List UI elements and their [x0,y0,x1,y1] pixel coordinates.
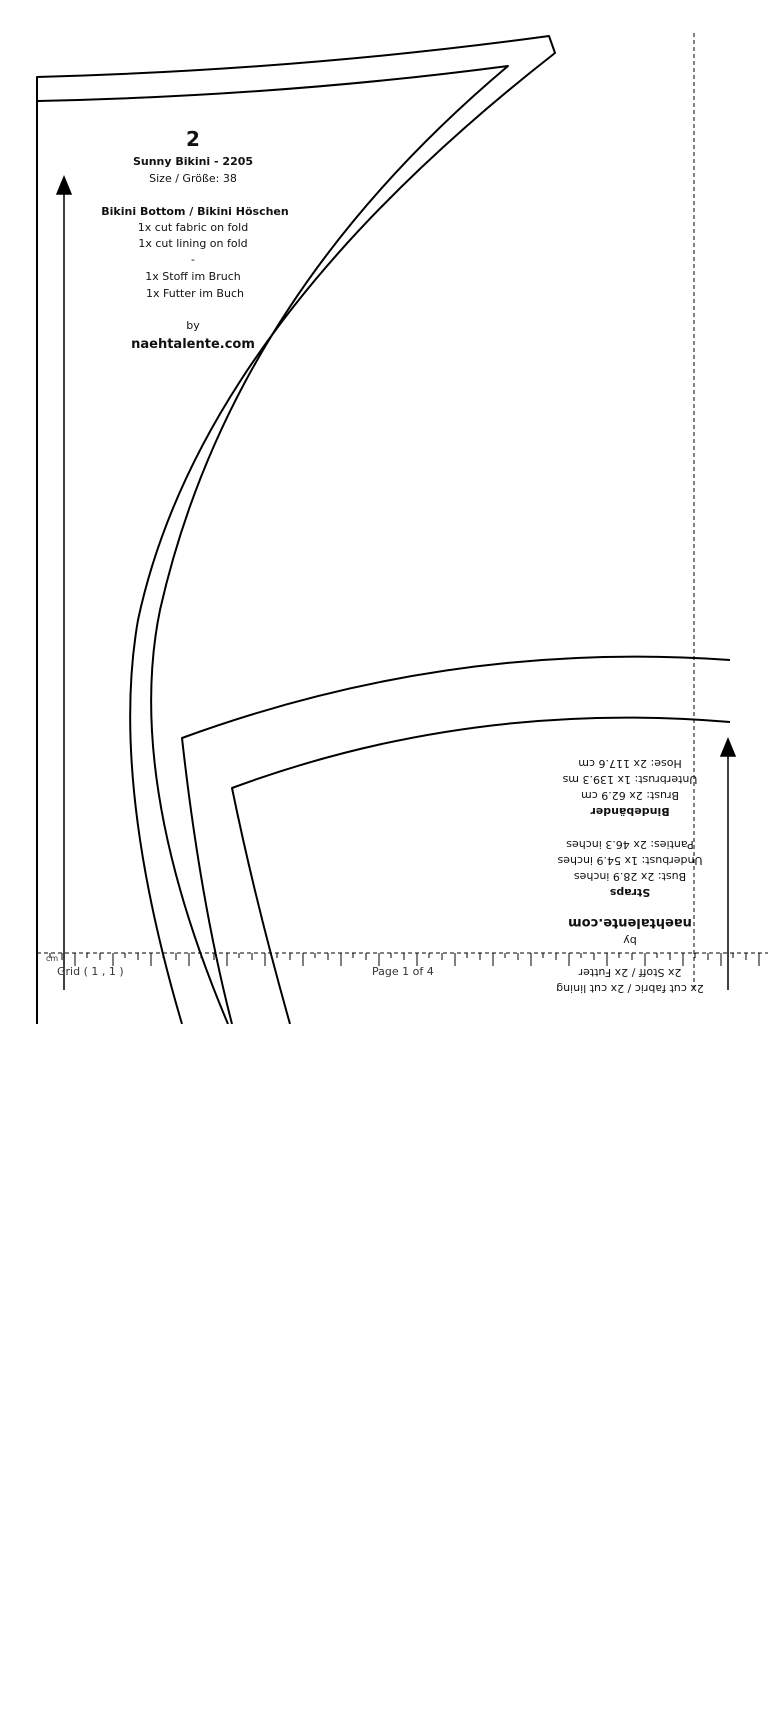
straps-block [492,696,768,1720]
straps-line: Panties: 2x 46.3 inches [566,838,694,851]
binde-line: Hose: 2x 117.6 cm [578,757,682,770]
bottom-cut-line: 2x cut fabric / 2x cut lining [556,982,704,995]
website-label: naehtalente.com [131,337,255,352]
grid-label: Grid ( 1 , 1 ) [57,965,124,978]
bottom-cut-line: 2x Stoff / 2x Futter [578,966,682,979]
bikini-bottom-outer-line [37,36,555,1024]
straps-line: Bust: 2x 28.9 inches [573,870,687,883]
cut-line: 1x Futter im Buch [146,287,244,300]
binde-title: Bindebänder [590,805,670,818]
size-line: Size / Größe: 38 [149,172,237,185]
cut-line: 1x Stoff im Bruch [145,270,241,283]
binde-line: Brust: 2x 62.9 cm [580,789,680,802]
pattern-name: Sunny Bikini - 2205 [132,155,254,168]
straps-website-label: naehtalente.com [568,915,692,930]
cut-line: 1x cut lining on fold [138,237,248,250]
straps-by-label: by [623,934,637,947]
page-label: Page 1 of 4 [372,965,434,978]
straps-line: Underbust: 1x 54.9 inches [557,854,703,867]
piece-name: Bikini Bottom / Bikini Höschen [101,205,289,218]
by-label: by [186,319,200,332]
binde-line: Unterbrust: 1x 139.3 ms [562,773,698,786]
cut-line: 1x cut fabric on fold [137,221,249,234]
straps-title: Straps [609,886,651,899]
cut-line: - [191,253,195,266]
grainline-arrow-left [57,177,71,990]
unit-label: cm [46,954,59,963]
piece-number: 2 [186,127,200,151]
